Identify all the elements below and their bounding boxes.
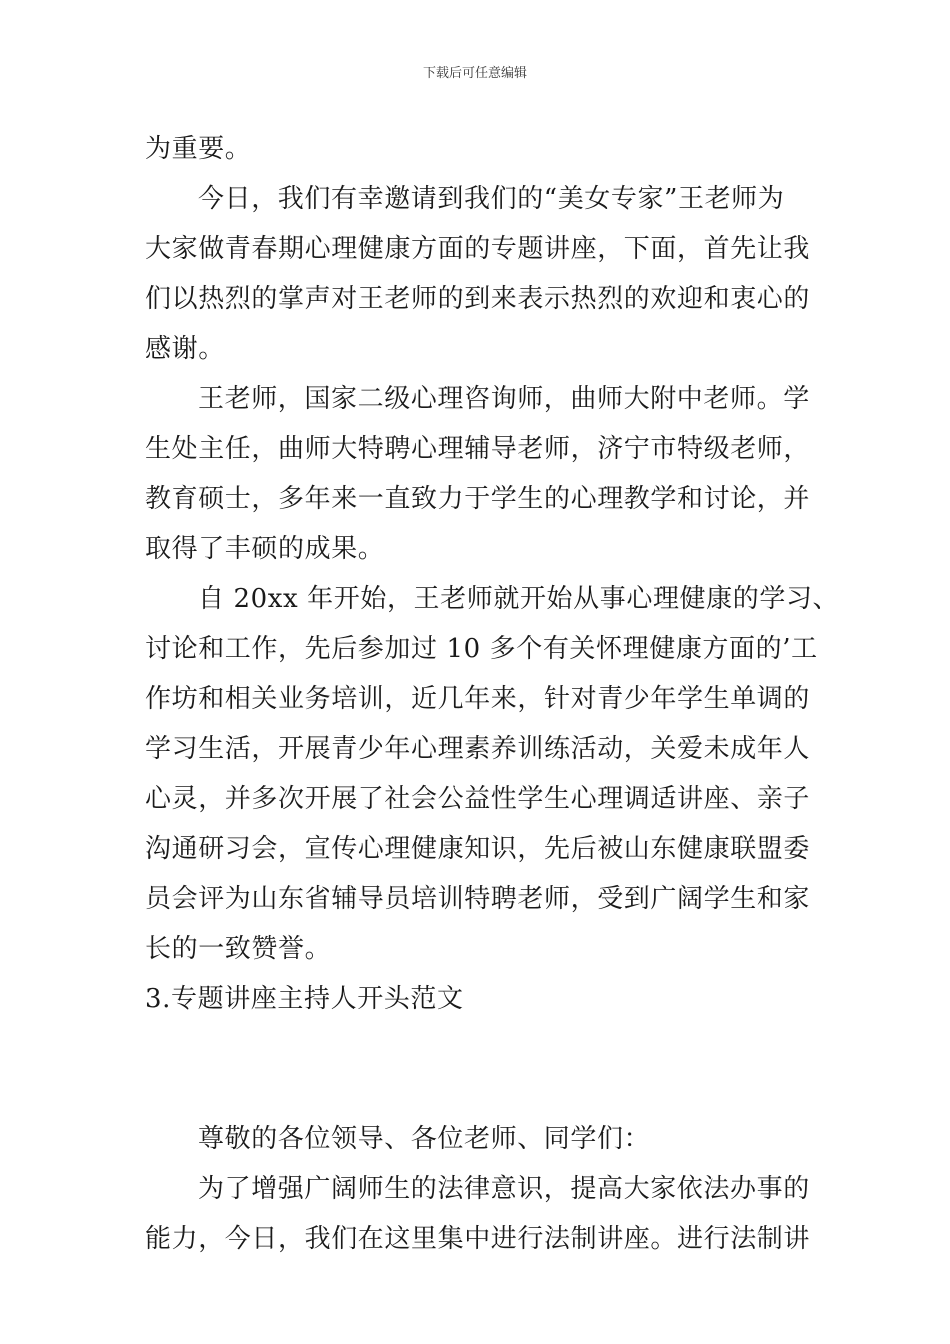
text-line: 感谢。 [145, 334, 225, 364]
section-spacer [145, 1024, 810, 1114]
section-heading: 3.专题讲座主持人开头范文 [145, 984, 464, 1014]
paragraph-first-line: 今日，我们有幸邀请到我们的“美女专家”王老师为 [198, 184, 785, 214]
text-line: 为重要。 [145, 134, 252, 164]
paragraph-first-line: 为了增强广阔师生的法律意识，提高大家依法办事的 [198, 1174, 810, 1204]
text-line: 们以热烈的掌声对王老师的到来表示热烈的欢迎和衷心的 [145, 284, 811, 314]
text-line: 取得了丰硕的成果。 [145, 534, 385, 564]
page-header: 下载后可任意编辑 [422, 66, 527, 81]
document-body [145, 124, 840, 1264]
text-line: 长的一致赞誉。 [145, 934, 332, 964]
text-line: 心灵，并多次开展了社会公益性学生心理调适讲座、亲子 [145, 784, 811, 814]
paragraph-first-line: 王老师，国家二级心理咨询师，曲师大附中老师。学 [198, 384, 810, 414]
text-line: 教育硕士，多年来一直致力于学生的心理教学和讨论，并 [145, 484, 811, 514]
text-line: 讨论和工作，先后参加过 10 多个有关怀理健康方面的’工 [145, 634, 818, 664]
text-line: 能力，今日，我们在这里集中进行法制讲座。进行法制讲 [145, 1224, 811, 1254]
text-line: 大家做青春期心理健康方面的专题讲座，下面，首先让我 [145, 234, 811, 264]
text-line: 沟通研习会，宣传心理健康知识，先后被山东健康联盟委 [145, 834, 811, 864]
text-line: 学习生活，开展青少年心理素养训练活动，关爱未成年人 [145, 734, 811, 764]
text-line: 员会评为山东省辅导员培训特聘老师，受到广阔学生和家 [145, 884, 811, 914]
text-line: 作坊和相关业务培训，近几年来，针对青少年学生单调的 [145, 684, 811, 714]
salutation: 尊敬的各位领导、各位老师、同学们： [198, 1124, 651, 1154]
paragraph-first-line: 自 20xx 年开始，王老师就开始从事心理健康的学习、 [198, 584, 840, 614]
text-line: 生处主任，曲师大特聘心理辅导老师，济宁市特级老师， [145, 434, 811, 464]
